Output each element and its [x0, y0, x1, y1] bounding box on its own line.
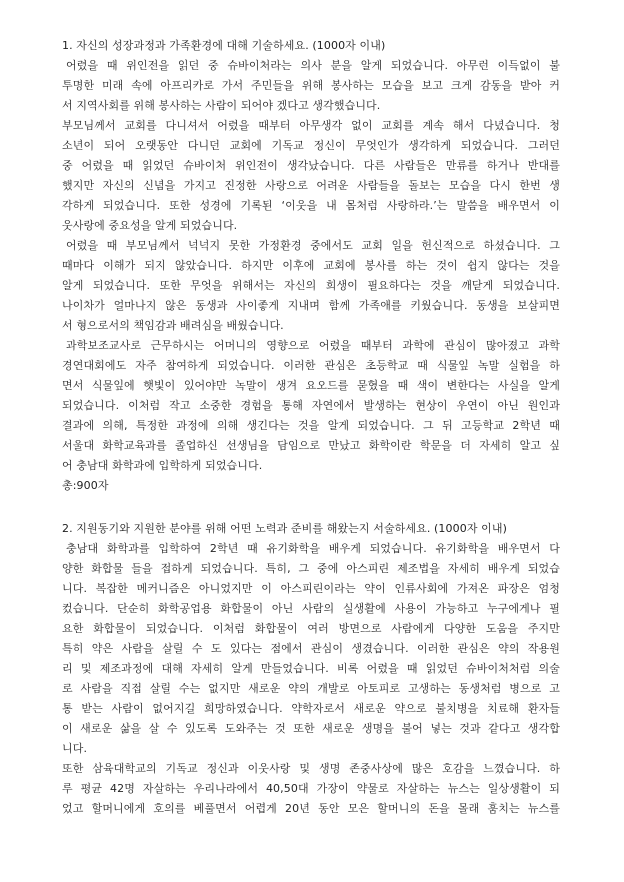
- answer-line: 결과에 의해, 특정한 과정에 의해 생긴다는 것을 알게 되었습니다. 그 뒤 고등학교 2학년 때: [62, 419, 560, 432]
- answer-line: 서 형으로서의 책임감과 배려심을 배웠습니다.: [62, 319, 284, 332]
- answer-line: 니다. 복잡한 메커니즘은 아니었지만 이 아스피린이라는 약이 인류사회에 가져온 파장은 엄청: [62, 582, 560, 595]
- question-heading: 1. 자신의 성장과정과 가족환경에 대해 기술하세요. (1000자 이내): [62, 39, 386, 52]
- answer-line: 컸습니다. 단순히 화학공업용 화합물이 아닌 사람의 실생활에 사용이 가능하고 누구에게나 필: [62, 602, 560, 615]
- answer-line: 되었습니다. 이처럼 작고 소중한 경험을 통해 자연에서 발생하는 현상이 우연이 아닌 원인과: [62, 399, 560, 412]
- answer-line: 했지만 자신의 신념을 가지고 진정한 사랑으로 어려운 사람들을 돌보는 모습을 다시 한번 생: [62, 179, 560, 192]
- answer-line: 로 사람을 직접 살릴 수는 없지만 새로운 약의 개발로 아토피로 고생하는 동생처럼 병으로 고: [62, 682, 560, 695]
- answer-line: 중 어렸을 때 읽었던 슈바이처 위인전이 생각났습니다. 다른 사람들은 만류를 하거나 반대를: [62, 159, 560, 172]
- answer-line: 알게 되었습니다. 또한 무엇을 위해서는 자신의 희생이 필요하다는 것을 깨닫게 되었습니다.: [62, 279, 560, 292]
- answer-line: 면서 식물잎에 햇빛이 있어야만 녹말이 생겨 요오드를 묻혔을 때 색이 변한다는 사실을 알게: [62, 379, 560, 392]
- answer-line: 또한 삼육대학교의 기독교 정신과 이웃사랑 및 생명 존중사상에 많은 호감을 느꼈습니다. 하: [62, 762, 560, 775]
- answer-line: 양한 화합물 들을 접하게 되었습니다. 특히, 그 중에 아스피린 제조법을 자세히 배우게 되었습: [62, 562, 560, 575]
- answer-body: [62, 56, 560, 476]
- answer-line: 요한 화합물이 되었습니다. 이처럼 화합물이 여러 방면으로 사람에게 다양한 도움을 주지만: [62, 622, 560, 635]
- character-count: 총:900자: [62, 479, 109, 492]
- answer-line: 나이차가 얼마나지 않은 동생과 사이좋게 지내며 함께 가족애를 키웠습니다. 동생을 보살피면: [62, 299, 560, 312]
- answer-line: 서울대 화학교육과를 졸업하신 선생님을 담임으로 만났고 화학이란 학문을 더 자세히 알고 싶: [62, 439, 560, 452]
- answer-line: 각하게 되었습니다. 또한 성경에 기록된 ‘이웃을 내 몸처럼 사랑하라.’는 말씀을 배우면서 이: [62, 199, 560, 212]
- answer-line: 특히 약은 사람을 살릴 수 도 있다는 점에서 관심이 생겼습니다. 이러한 관심은 약의 작용원: [62, 642, 560, 655]
- answer-line: 루 평균 42명 자살하는 우리나라에서 40,50대 가장이 약물로 자살하는 뉴스는 일상생활이 되: [62, 782, 560, 795]
- answer-line: 어렸을 때 위인전을 읽던 중 슈바이처라는 의사 분을 알게 되었습니다. 아무런 이득없이 불: [66, 59, 560, 72]
- answer-line: 과학보조교사로 근무하시는 어머니의 영향으로 어렸을 때부터 과학에 관심이 많아졌고 과학: [66, 339, 560, 352]
- answer-line: 었고 할머니에게 호의를 베풀면서 어렵게 20년 동안 모은 할머니의 돈을 몰래 훔치는 뉴스를: [62, 802, 560, 815]
- answer-line: 니다.: [62, 742, 88, 755]
- answer-line: 부모님께서 교회를 다니셔서 어렸을 때부터 아무생각 없이 교회를 계속 해서 다녔습니다. 청: [62, 119, 560, 132]
- answer-line: 소년이 되어 오랫동안 다니던 교회에 기독교 정신이 무엇인가 생각하게 되었습니다. 그러던: [62, 139, 560, 152]
- answer-line: 충남대 화학과를 입학하여 2학년 때 유기화학을 배우게 되었습니다. 유기화학을 배우면서 다: [66, 542, 560, 555]
- answer-line: 투명한 미래 속에 아프리카로 가서 주민들을 위해 봉사하는 모습을 보고 크게 감동을 받아 커: [62, 79, 560, 92]
- question-heading: 2. 지원동기와 지원한 분야를 위해 어떤 노력과 준비를 해왔는지 서술하세요. (1000자 이내): [62, 522, 507, 535]
- answer-line: 통 받는 사람이 없어지길 희망하였습니다. 약학자로서 새로운 약으로 불치병을 치료해 환자들: [62, 702, 560, 715]
- answer-line: 리 및 제조과정에 대해 자세히 알게 만들었습니다. 비록 어렸을 때 읽었던 슈바이처처럼 의술: [62, 662, 560, 675]
- answer-line: 때마다 이해가 되지 않았습니다. 하지만 이후에 교회에 봉사를 하는 것이 쉽지 않다는 것을: [62, 259, 560, 272]
- answer-line: 이 새로운 삶을 살 수 있도록 도와주는 것 또한 새로운 생명을 불어 넣는 것과 같다고 생각합: [62, 722, 560, 735]
- answer-line: 어렸을 때 부모님께서 넉넉지 못한 가정환경 중에서도 교회 일을 헌신적으로 하셨습니다. 그: [66, 239, 560, 252]
- answer-body: [62, 539, 560, 819]
- question-section-1: [62, 36, 560, 496]
- answer-line: 서 지역사회를 위해 봉사하는 사람이 되어야 겠다고 생각했습니다.: [62, 99, 381, 112]
- answer-line: 경연대회에도 자주 참여하게 되었습니다. 이러한 관심은 초등학교 때 식물잎 녹말 실험을 하: [62, 359, 560, 372]
- answer-line: 웃사랑에 중요성을 알게 되었습니다.: [62, 219, 238, 232]
- question-section-2: [62, 519, 560, 819]
- answer-line: 어 충남대 화학과에 입학하게 되었습니다.: [62, 459, 263, 472]
